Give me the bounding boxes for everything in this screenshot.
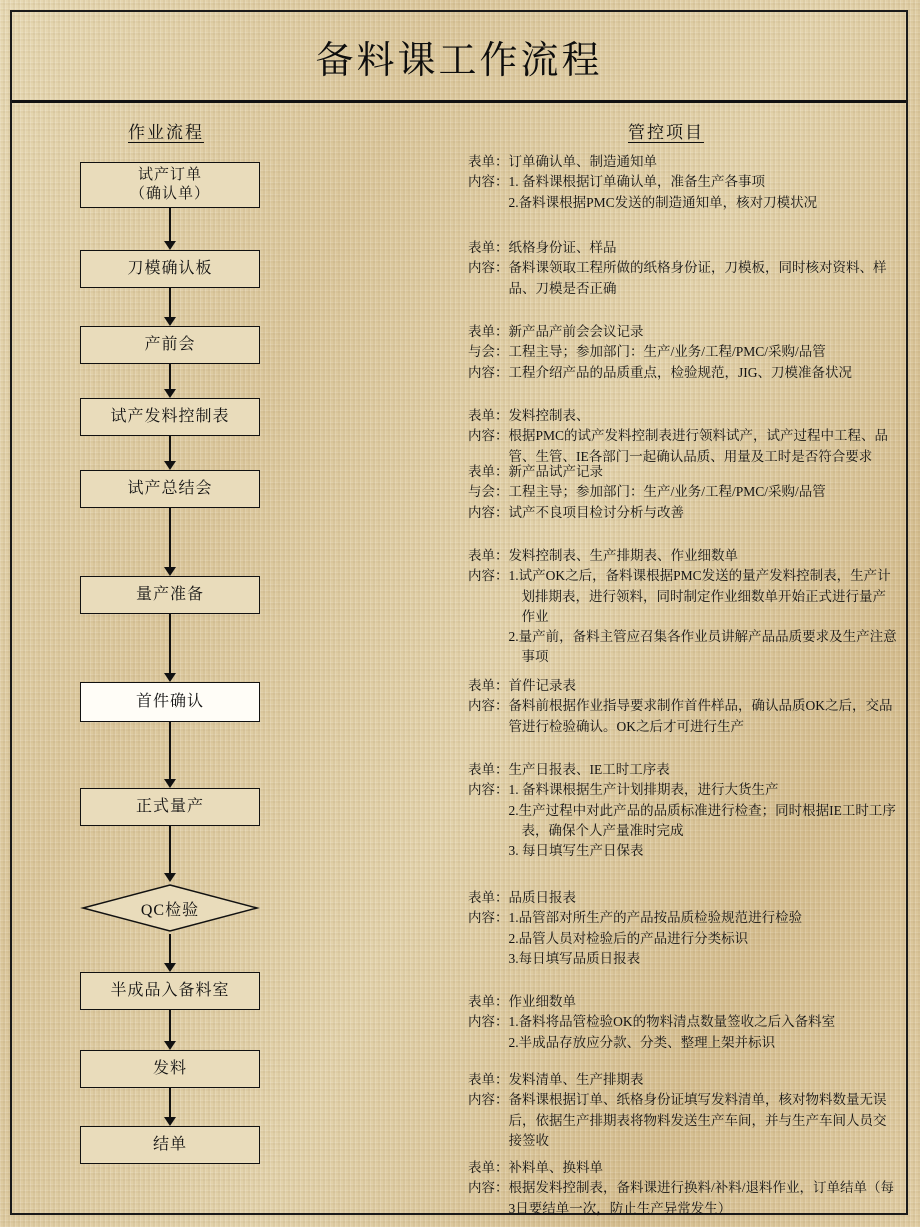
flow-node-qc-inspection[interactable] [80, 882, 260, 934]
detail-form-row [468, 676, 898, 696]
detail-content-row [468, 1178, 898, 1219]
flow-node-die-board-confirm[interactable] [80, 250, 260, 288]
detail-content-line: 1.品管部对所生产的产品按品质检验规范进行检验 [508, 910, 803, 926]
detail-formal-mass-production [468, 760, 898, 861]
flow-node-trial-order[interactable] [80, 162, 260, 208]
flow-node-issue-material[interactable] [80, 1050, 260, 1088]
column-heading-flow: 作业流程 [128, 123, 204, 142]
detail-attendees-row [468, 482, 898, 502]
detail-form-value: 作业细数单 [508, 994, 576, 1009]
detail-form-label: 表单： [468, 678, 509, 693]
flow-connector [169, 364, 171, 390]
flow-connector [169, 826, 171, 874]
detail-content-line: 1. 备料课根据订单确认单，准备生产各事项 [508, 174, 765, 190]
flow-node-label: 正式量产 [135, 798, 204, 815]
detail-content-value [509, 908, 899, 969]
detail-trial-summary-meeting [468, 462, 898, 523]
detail-content-value [509, 1012, 899, 1053]
detail-form-label: 表单： [468, 548, 509, 563]
detail-content-line: 工程介绍产品的品质重点，检验规范，JIG、刀模准备状况 [508, 364, 852, 380]
arrow-icon [164, 317, 176, 326]
flow-node-label: 刀模确认板 [127, 260, 213, 277]
detail-pre-production-meeting [468, 322, 898, 383]
flow-node-label: 产前会 [144, 336, 196, 353]
detail-content-value [509, 363, 899, 383]
detail-first-article-confirm [468, 676, 898, 737]
flow-node-semi-finished-to-store[interactable] [80, 972, 260, 1010]
arrow-icon [164, 673, 176, 682]
detail-form-value: 品质日报表 [508, 890, 576, 905]
detail-form-value: 发料清单、生产排期表 [508, 1072, 644, 1087]
flow-node-label: 试产订单 （确认单） [129, 167, 210, 202]
title-divider [12, 100, 906, 103]
detail-attendees-label: 与会： [468, 344, 509, 360]
detail-content-label: 内容： [468, 1092, 509, 1108]
detail-content-line: 2.量产前，备料主管应召集各作业员讲解产品品质要求及生产注意事项 [508, 629, 897, 665]
detail-form-row [468, 1070, 898, 1090]
flow-node-label: 试产总结会 [127, 480, 213, 497]
flow-node-close-order[interactable] [80, 1126, 260, 1164]
detail-form-value: 生产日报表、IE工时工序表 [508, 762, 670, 777]
detail-content-label: 内容： [468, 364, 509, 380]
detail-content-line: 试产不良项目检讨分析与改善 [508, 504, 684, 520]
detail-content-row [468, 426, 898, 467]
detail-attendees-label: 与会： [468, 484, 509, 500]
detail-form-value: 纸格身份证、样品 [508, 240, 617, 255]
flow-node-trial-summary-meeting[interactable] [80, 470, 260, 508]
flow-node-formal-mass-production[interactable] [80, 788, 260, 826]
arrow-icon [164, 1117, 176, 1126]
detail-content-line: 根据发料控制表，备料课进行换料/补料/退料作业，订单结单（每3日要结单一次，防止生产异常发生） [508, 1180, 895, 1216]
flow-node-first-article-confirm[interactable] [80, 682, 260, 722]
detail-form-label: 表单： [468, 240, 509, 255]
detail-content-row [468, 780, 898, 861]
detail-form-value: 订单确认单、制造通知单 [508, 154, 657, 169]
detail-form-row [468, 152, 898, 172]
detail-form-label: 表单： [468, 464, 509, 479]
detail-content-line: 2.半成品存放应分款、分类、整理上架并标识 [508, 1034, 776, 1050]
detail-content-value [509, 503, 899, 523]
detail-content-line: 备料前根据作业指导要求制作首件样品，确认品质OK之后，交品管进行检验确认。OK之后才可进行生产 [508, 698, 893, 734]
detail-content-row [468, 566, 898, 667]
detail-content-label: 内容： [468, 174, 509, 190]
arrow-icon [164, 567, 176, 576]
detail-attendees-value: 工程主导；参加部门：生产/业务/工程/PMC/采购/品管 [508, 484, 826, 500]
detail-content-label: 内容： [468, 504, 509, 520]
flow-connector [169, 722, 171, 780]
detail-content-line: 3. 每日填写生产日保表 [508, 843, 644, 858]
detail-content-label: 内容： [468, 698, 509, 714]
detail-content-row [468, 363, 898, 383]
detail-form-row [468, 1158, 898, 1178]
detail-close-order [468, 1158, 898, 1219]
arrow-icon [164, 963, 176, 972]
detail-content-label: 内容： [468, 428, 509, 444]
flow-node-pre-production-meeting[interactable] [80, 326, 260, 364]
detail-form-row [468, 546, 898, 566]
detail-content-line: 2.品管人员对检验后的产品进行分类标识 [508, 930, 749, 946]
detail-form-label: 表单： [468, 1072, 509, 1087]
detail-content-row [468, 172, 898, 213]
detail-content-label: 内容： [468, 1014, 509, 1030]
flow-node-label: 试产发料控制表 [110, 408, 230, 425]
detail-qc-inspection [468, 888, 898, 969]
detail-form-value: 首件记录表 [508, 678, 576, 693]
flow-node-label: 结单 [152, 1136, 187, 1153]
arrow-icon [164, 461, 176, 470]
flow-connector [169, 1088, 171, 1118]
flow-connector [169, 436, 171, 462]
arrow-icon [164, 1041, 176, 1050]
detail-form-value: 发料控制表、生产排期表、作业细数单 [508, 548, 738, 563]
detail-trial-issue-control-table [468, 406, 898, 467]
detail-form-row [468, 406, 898, 426]
detail-form-value: 发料控制表、 [508, 408, 590, 423]
detail-content-line: 3.每日填写品质日报表 [508, 950, 641, 966]
detail-content-line: 1.备料将品管检验OK的物料清点数量签收之后入备料室 [508, 1014, 836, 1030]
detail-content-line: 1. 备料课根据生产计划排期表，进行大货生产 [508, 782, 779, 798]
detail-content-line: 1.试产OK之后，备料课根据PMC发送的量产发料控制表，生产计划排期表，进行领料，同时制定作业细数单开始正式进行量产作业 [508, 568, 891, 624]
detail-trial-order [468, 152, 898, 213]
detail-content-row [468, 1090, 898, 1151]
detail-content-row [468, 1012, 898, 1053]
detail-form-label: 表单： [468, 324, 509, 339]
page-title-text: 备料课工作流程 [315, 39, 603, 82]
detail-content-value [509, 1090, 899, 1151]
detail-content-label: 内容： [468, 782, 509, 798]
detail-form-row [468, 322, 898, 342]
detail-content-row [468, 908, 898, 969]
flow-connector [169, 288, 171, 318]
arrow-icon [164, 241, 176, 250]
detail-content-label: 内容： [468, 260, 509, 276]
flow-node-label: 发料 [152, 1060, 187, 1077]
flow-node-trial-issue-control-table[interactable] [80, 398, 260, 436]
detail-form-label: 表单： [468, 890, 509, 905]
flow-connector [169, 1010, 171, 1042]
detail-content-label: 内容： [468, 568, 509, 584]
detail-issue-material [468, 1070, 898, 1151]
column-heading-control: 管控项目 [628, 123, 704, 142]
detail-form-row [468, 760, 898, 780]
detail-content-row [468, 503, 898, 523]
detail-form-row [468, 888, 898, 908]
detail-content-value [509, 696, 899, 737]
arrow-icon [164, 779, 176, 788]
detail-content-label: 内容： [468, 1180, 509, 1196]
page-title [12, 12, 906, 100]
detail-attendees-row [468, 342, 898, 362]
flow-node-label: QC检验 [140, 901, 200, 919]
detail-form-row [468, 992, 898, 1012]
detail-content-row [468, 258, 898, 299]
flow-node-mass-production-prep[interactable] [80, 576, 260, 614]
flow-connector [169, 208, 171, 242]
detail-form-label: 表单： [468, 994, 509, 1009]
detail-form-label: 表单： [468, 762, 509, 777]
detail-content-line: 根据PMC的试产发料控制表进行领料试产，试产过程中工程、品管、生管、IE各部门一起确认品质、用量及工时是否符合要求 [508, 428, 889, 464]
detail-content-value [509, 258, 899, 299]
flow-connector [169, 508, 171, 568]
detail-die-board-confirm [468, 238, 898, 299]
detail-content-value [509, 566, 899, 667]
detail-form-label: 表单： [468, 1160, 509, 1175]
detail-form-label: 表单： [468, 154, 509, 169]
flow-connector [169, 614, 171, 674]
detail-content-line: 备料课根据订单、纸格身份证填写发料清单，核对物料数量无误后，依据生产排期表将物料发送生产车间，并与生产车间人员交接签收 [508, 1092, 887, 1148]
detail-form-row [468, 238, 898, 258]
detail-content-line: 备料课领取工程所做的纸格身份证，刀模板，同时核对资料、样品、刀模是否正确 [508, 260, 887, 296]
detail-content-label: 内容： [468, 910, 509, 926]
flow-node-label: 首件确认 [135, 693, 204, 710]
detail-content-value [509, 1178, 899, 1219]
detail-semi-finished-to-store [468, 992, 898, 1053]
flow-node-label: 半成品入备料室 [110, 982, 230, 999]
detail-form-value: 补料单、换料单 [508, 1160, 603, 1175]
detail-content-row [468, 696, 898, 737]
detail-content-value [509, 172, 899, 213]
detail-form-value: 新产品产前会会议记录 [508, 324, 644, 339]
detail-form-row [468, 462, 898, 482]
detail-content-line: 2.备料课根据PMC发送的制造通知单，核对刀模状况 [508, 194, 818, 210]
flow-connector [169, 934, 171, 964]
detail-mass-production-prep [468, 546, 898, 668]
detail-form-label: 表单： [468, 408, 509, 423]
detail-content-value [509, 780, 899, 861]
detail-form-value: 新产品试产记录 [508, 464, 603, 479]
detail-content-value [509, 426, 899, 467]
arrow-icon [164, 873, 176, 882]
arrow-icon [164, 389, 176, 398]
detail-content-line: 2.生产过程中对此产品的品质标准进行检查；同时根据IE工时工序表，确保个人产量准时完成 [508, 802, 896, 838]
detail-attendees-value: 工程主导；参加部门：生产/业务/工程/PMC/采购/品管 [508, 344, 826, 360]
flow-node-label: 量产准备 [135, 586, 204, 603]
